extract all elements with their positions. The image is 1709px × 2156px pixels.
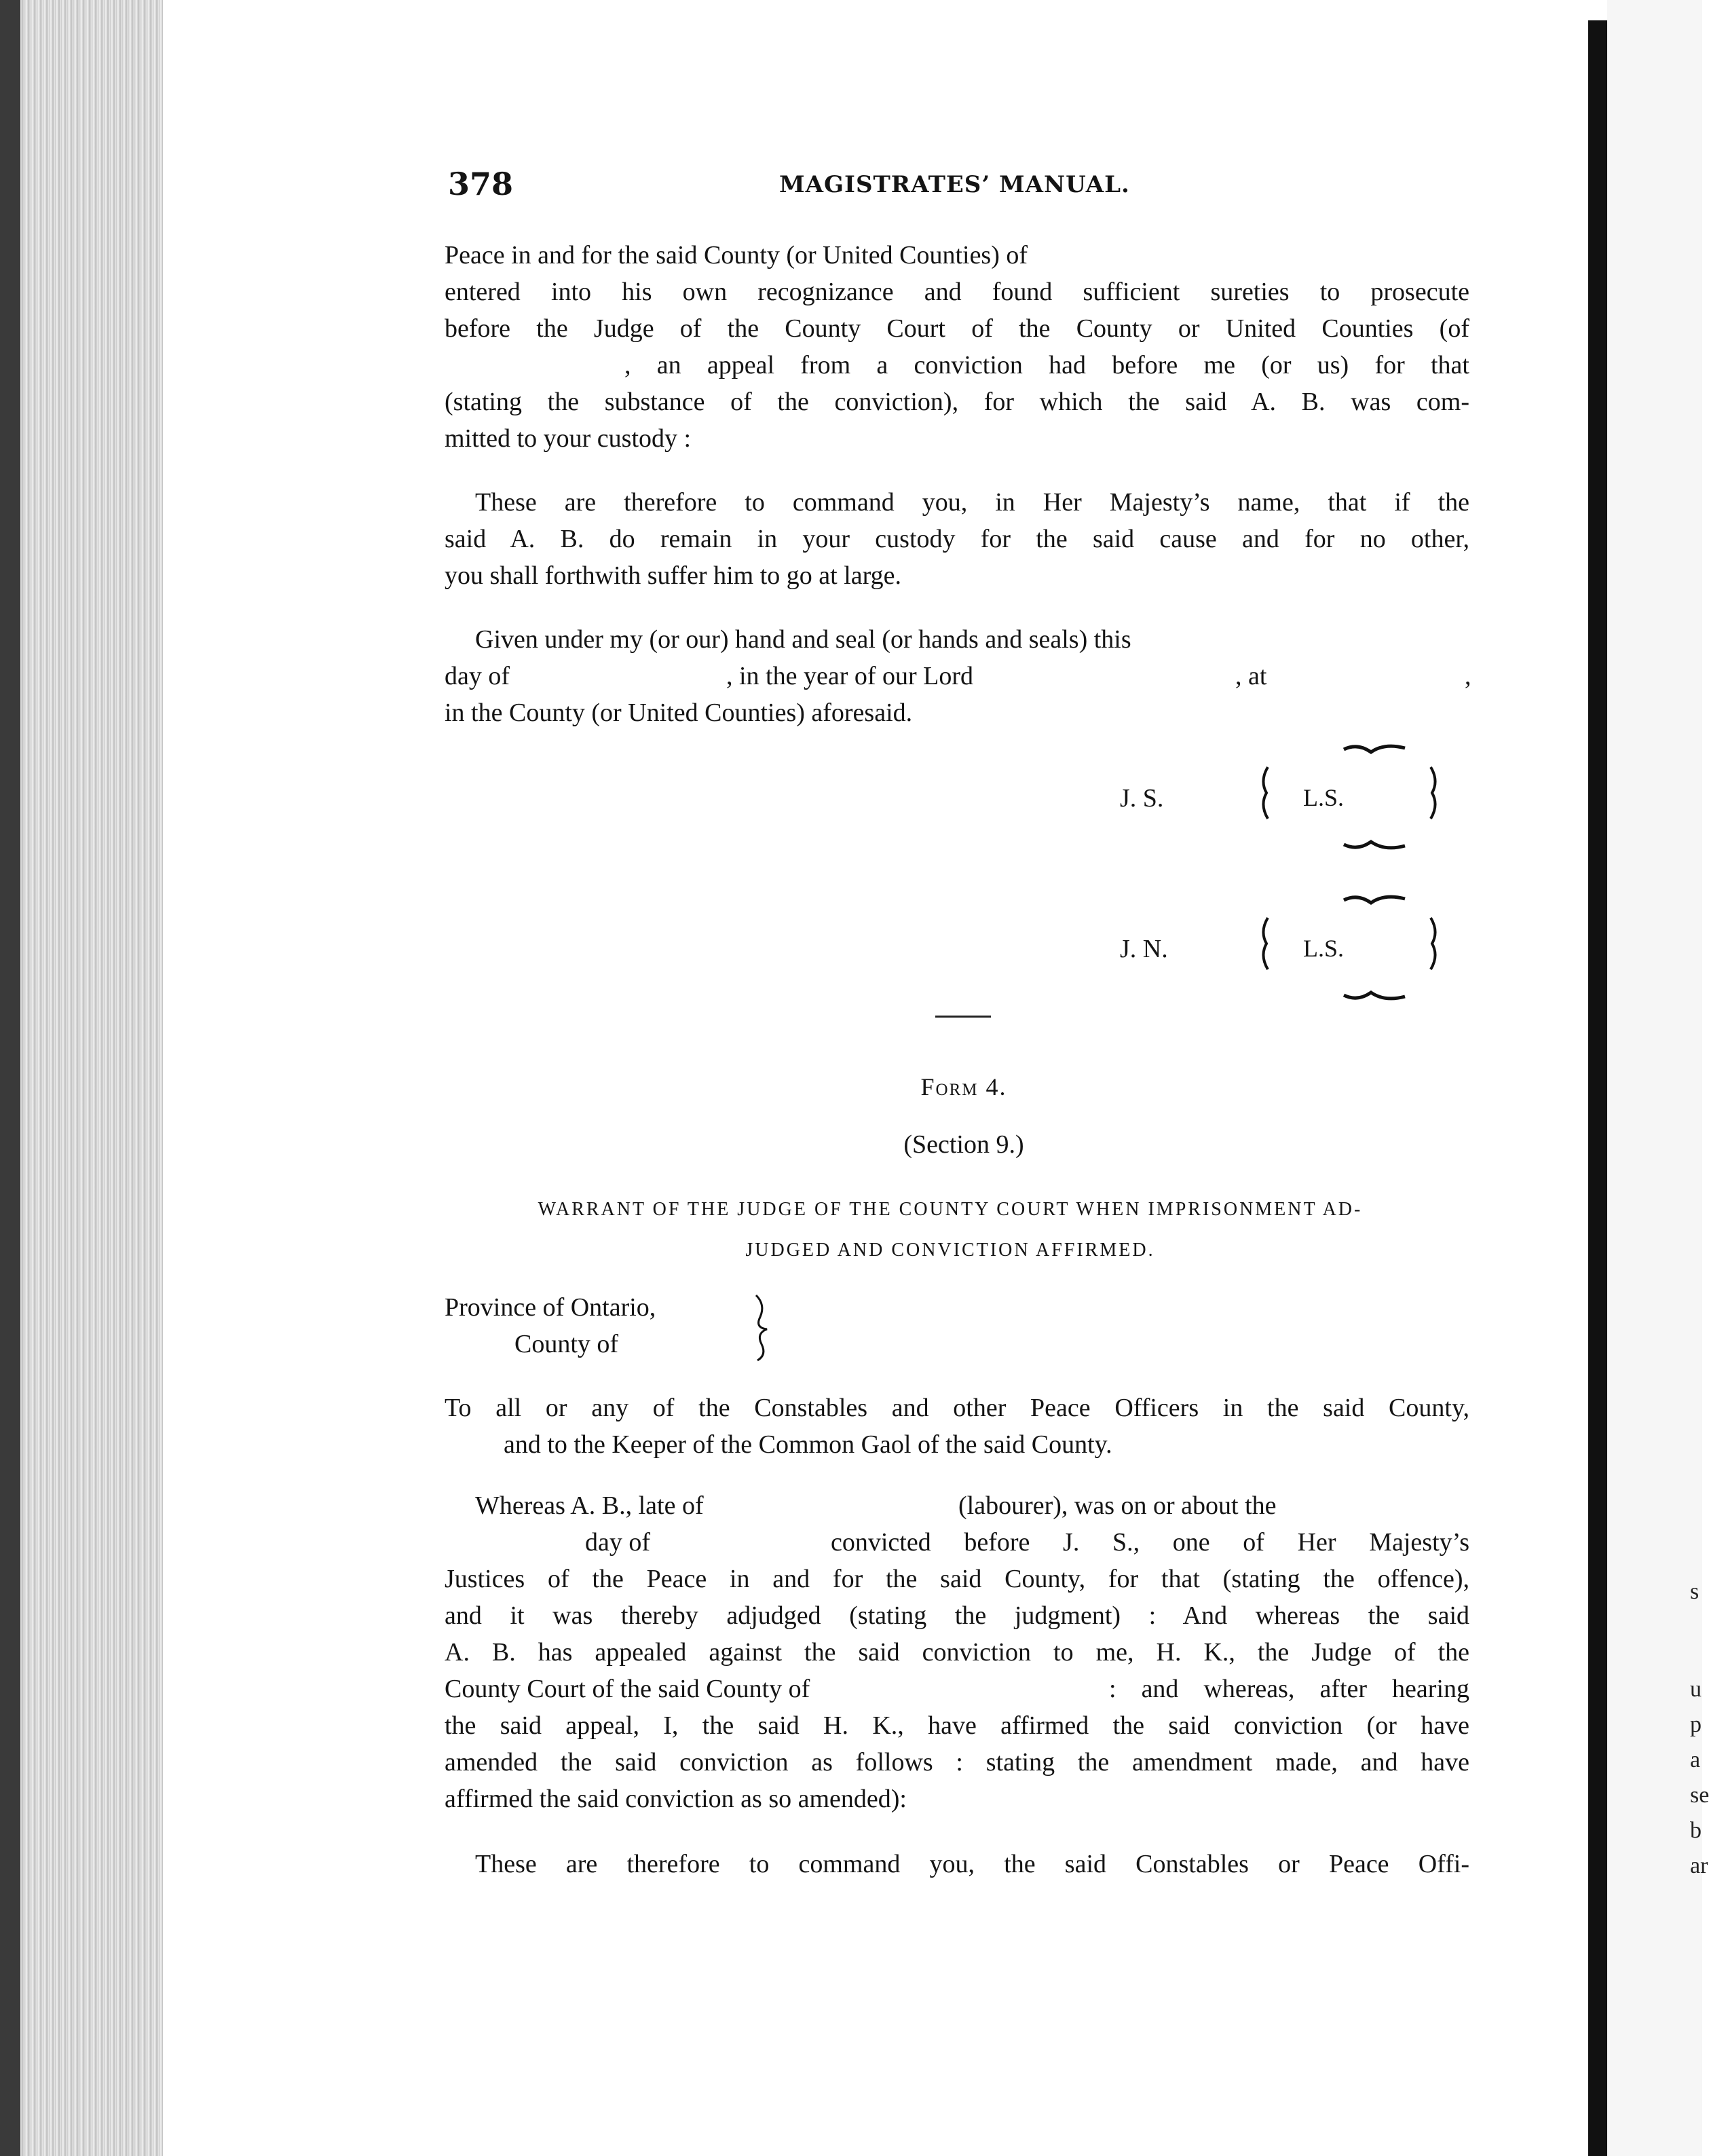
date-comma: , bbox=[1465, 662, 1471, 690]
paragraph-line: These are therefore to command you, in Her Majesty’s name, that if the bbox=[475, 488, 1469, 517]
whereas-line: affirmed the said conviction as so amended): bbox=[445, 1785, 907, 1813]
form-title: Form 4. bbox=[920, 1073, 1007, 1100]
paragraph-line: entered into his own recognizance and found sufficient sureties to prosecute bbox=[445, 278, 1469, 306]
next-page-fragment: se bbox=[1690, 1783, 1709, 1808]
paragraph-line: Peace in and for the said County (or United Counties) of bbox=[445, 241, 1028, 270]
left-page-edges bbox=[0, 0, 163, 2156]
page-header bbox=[407, 166, 1480, 206]
paragraph-line: Given under my (or our) hand and seal (or hands and seals) this bbox=[475, 625, 1131, 654]
whereas-line: : and whereas, after hearing bbox=[1109, 1675, 1469, 1703]
seal-label: L.S. bbox=[1303, 935, 1345, 962]
section-divider bbox=[935, 1016, 991, 1018]
next-page-fragment: a bbox=[1690, 1747, 1701, 1772]
signature-row bbox=[1120, 743, 1459, 858]
page-content bbox=[407, 0, 1480, 2156]
whereas-line: County Court of the said County of bbox=[445, 1675, 810, 1703]
next-page-margin bbox=[1607, 0, 1709, 2156]
paragraph-line: before the Judge of the County Court of the County or United Counties (of bbox=[445, 314, 1469, 343]
venue-county: County of bbox=[514, 1330, 619, 1358]
address-line: To all or any of the Constables and other Peace Officers in the said County, bbox=[445, 1394, 1469, 1422]
date-day-of: day of bbox=[445, 662, 510, 690]
paragraph-line: mitted to your custody : bbox=[445, 424, 692, 453]
paragraph-line: (stating the substance of the conviction), for which the said A. B. was com- bbox=[445, 388, 1469, 416]
next-page-fragment: s bbox=[1690, 1579, 1699, 1604]
next-page-fragment: u bbox=[1690, 1677, 1702, 1702]
signer-name: J. N. bbox=[1120, 935, 1168, 963]
book-spine bbox=[1588, 20, 1607, 2156]
whereas-line: A. B. has appealed against the said conviction to me, H. K., the Judge of the bbox=[445, 1638, 1469, 1667]
paragraph-line: , an appeal from a conviction had before me (or us) for that bbox=[624, 351, 1469, 379]
date-year: , in the year of our Lord bbox=[726, 662, 974, 690]
next-page-fragment: b bbox=[1690, 1818, 1702, 1843]
form-caption-line: WARRANT OF THE JUDGE OF THE COUNTY COURT WHEN IMPRISONMENT AD- bbox=[538, 1199, 1363, 1220]
seal-label: L.S. bbox=[1303, 784, 1345, 811]
whereas-line: the said appeal, I, the said H. K., have affirmed the said conviction (or have bbox=[445, 1711, 1469, 1740]
whereas-line: Justices of the Peace in and for the said County, for that (stating the offence), bbox=[445, 1565, 1469, 1593]
whereas-line: (labourer), was on or about the bbox=[958, 1491, 1277, 1520]
whereas-line: and it was thereby adjudged (stating the judgment) : And whereas the said bbox=[445, 1601, 1469, 1630]
left-border-shadow bbox=[0, 0, 20, 2156]
whereas-line: day of bbox=[585, 1528, 651, 1557]
next-page-fragment: p bbox=[1690, 1712, 1702, 1737]
whereas-line: convicted before J. S., one of Her Majesty’s bbox=[831, 1528, 1469, 1557]
address-line: and to the Keeper of the Common Gaol of the said County. bbox=[504, 1430, 1112, 1459]
whereas-line: Whereas A. B., late of bbox=[475, 1491, 704, 1520]
running-title: MAGISTRATES’ MANUAL. bbox=[779, 171, 1130, 198]
signer-name: J. S. bbox=[1120, 784, 1164, 813]
brace-icon bbox=[751, 1290, 778, 1364]
paragraph-line: you shall forthwith suffer him to go at large. bbox=[445, 561, 901, 590]
form-caption-line: JUDGED AND CONVICTION AFFIRMED. bbox=[745, 1240, 1155, 1261]
next-page-fragment: ar bbox=[1690, 1853, 1708, 1878]
paragraph-line bbox=[445, 661, 510, 691]
signature-row bbox=[1120, 893, 1459, 1009]
final-paragraph-line: These are therefore to command you, the said Constables or Peace Offi- bbox=[475, 1850, 1469, 1878]
whereas-line: amended the said conviction as follows : stating the amendment made, and have bbox=[445, 1748, 1469, 1777]
paragraph-line: in the County (or United Counties) aforesaid. bbox=[445, 699, 913, 727]
paragraph-line: said A. B. do remain in your custody for the said cause and for no other, bbox=[445, 525, 1469, 553]
page-number: 378 bbox=[448, 166, 514, 202]
form-section: (Section 9.) bbox=[903, 1130, 1024, 1159]
date-place: , at bbox=[1235, 662, 1267, 690]
venue-province: Province of Ontario, bbox=[445, 1293, 656, 1322]
